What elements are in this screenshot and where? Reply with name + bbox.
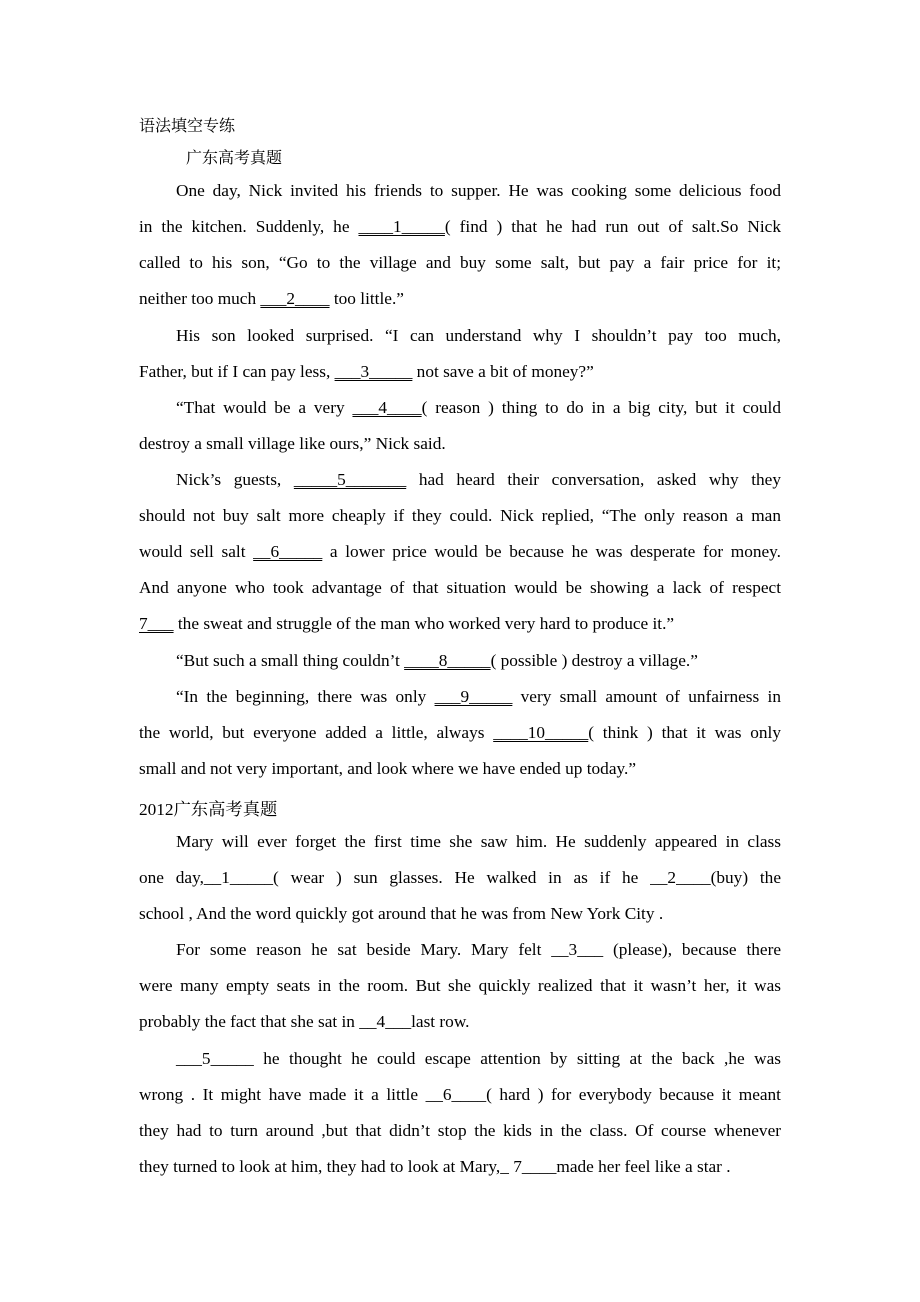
- s1-line-7: “That would be a very ___4____( reason ) thing to do in a big city, but it could: [176, 398, 781, 417]
- s2-line-1: Mary will ever forget the first time she saw him. He suddenly appeared in class: [176, 832, 781, 851]
- s2-line-7: ___5_____ he thought he could escape attention by sitting at the back ,he was: [176, 1049, 781, 1068]
- s1-line-15: “In the beginning, there was only ___9_____ very small amount of unfairness in: [176, 687, 781, 706]
- s1-line-13: 7___ the sweat and struggle of the man who worked very hard to produce it.”: [139, 614, 675, 633]
- s2-line-9: they had to turn around ,but that didn’t stop the kids in the class. Of course whenever: [139, 1121, 781, 1140]
- blank-5: _____5_______: [293, 470, 407, 489]
- s2-line-10: they turned to look at him, they had to look at Mary,_ 7____made her feel like a star .: [139, 1157, 731, 1176]
- blank-10: ____10_____: [493, 723, 589, 742]
- blank-3: ___3_____: [334, 362, 413, 381]
- s2-line-2: one day,__1_____( wear ) sun glasses. He walked in as if he __2____(buy) the: [139, 868, 781, 887]
- section2-heading: 2012广东高考真题: [139, 800, 278, 819]
- s1-line-9: Nick’s guests, _____5_______ had heard their conversation, asked why they: [176, 470, 781, 489]
- s1-line-14: “But such a small thing couldn’t ____8_____( possible ) destroy a village.”: [176, 651, 698, 670]
- blank-9: ___9_____: [434, 687, 513, 706]
- blank-6: __6_____: [253, 542, 323, 561]
- s1-line-5: His son looked surprised. “I can understand why I shouldn’t pay too much,: [176, 326, 781, 345]
- s2-line-4: For some reason he sat beside Mary. Mary felt __3___ (please), because there: [176, 940, 781, 959]
- s1-line-1: One day, Nick invited his friends to supper. He was cooking some delicious food: [176, 181, 781, 200]
- blank-8: ____8_____: [404, 651, 491, 670]
- s1-line-2: in the kitchen. Suddenly, he ____1_____( find ) that he had run out of salt.So Nick: [139, 217, 781, 236]
- s1-line-11: would sell salt __6_____ a lower price would be because he was desperate for money.: [139, 542, 781, 561]
- s1-line-12: And anyone who took advantage of that situation would be showing a lack of respect: [139, 578, 781, 597]
- blank-2: ___2____: [260, 289, 330, 308]
- section1-heading: 广东高考真题: [186, 148, 283, 167]
- s1-line-6: Father, but if I can pay less, ___3_____ not save a bit of money?”: [139, 362, 594, 381]
- s1-line-3: called to his son, “Go to the village and buy some salt, but pay a fair price for it;: [139, 253, 781, 272]
- s1-line-4: neither too much ___2____ too little.”: [139, 289, 404, 308]
- s1-line-16: the world, but everyone added a little, always ____10_____( think ) that it was only: [139, 723, 781, 742]
- blank-7: 7___: [139, 614, 174, 633]
- s2-line-3: school , And the word quickly got around that he was from New York City .: [139, 904, 664, 923]
- s1-line-17: small and not very important, and look where we have ended up today.”: [139, 759, 637, 778]
- s2-line-8: wrong . It might have made it a little __6____( hard ) for everybody because it meant: [139, 1085, 781, 1104]
- page-title: 语法填空专练: [139, 116, 236, 135]
- s1-line-10: should not buy salt more cheaply if they could. Nick replied, “The only reason a man: [139, 506, 781, 525]
- blank-1: ____1_____: [358, 217, 445, 236]
- blank-4: ___4____: [352, 398, 422, 417]
- s2-line-6: probably the fact that she sat in __4___last row.: [139, 1012, 470, 1031]
- s2-line-5: were many empty seats in the room. But she quickly realized that it wasn’t her, it was: [139, 976, 781, 995]
- s1-line-8: destroy a small village like ours,” Nick said.: [139, 434, 446, 453]
